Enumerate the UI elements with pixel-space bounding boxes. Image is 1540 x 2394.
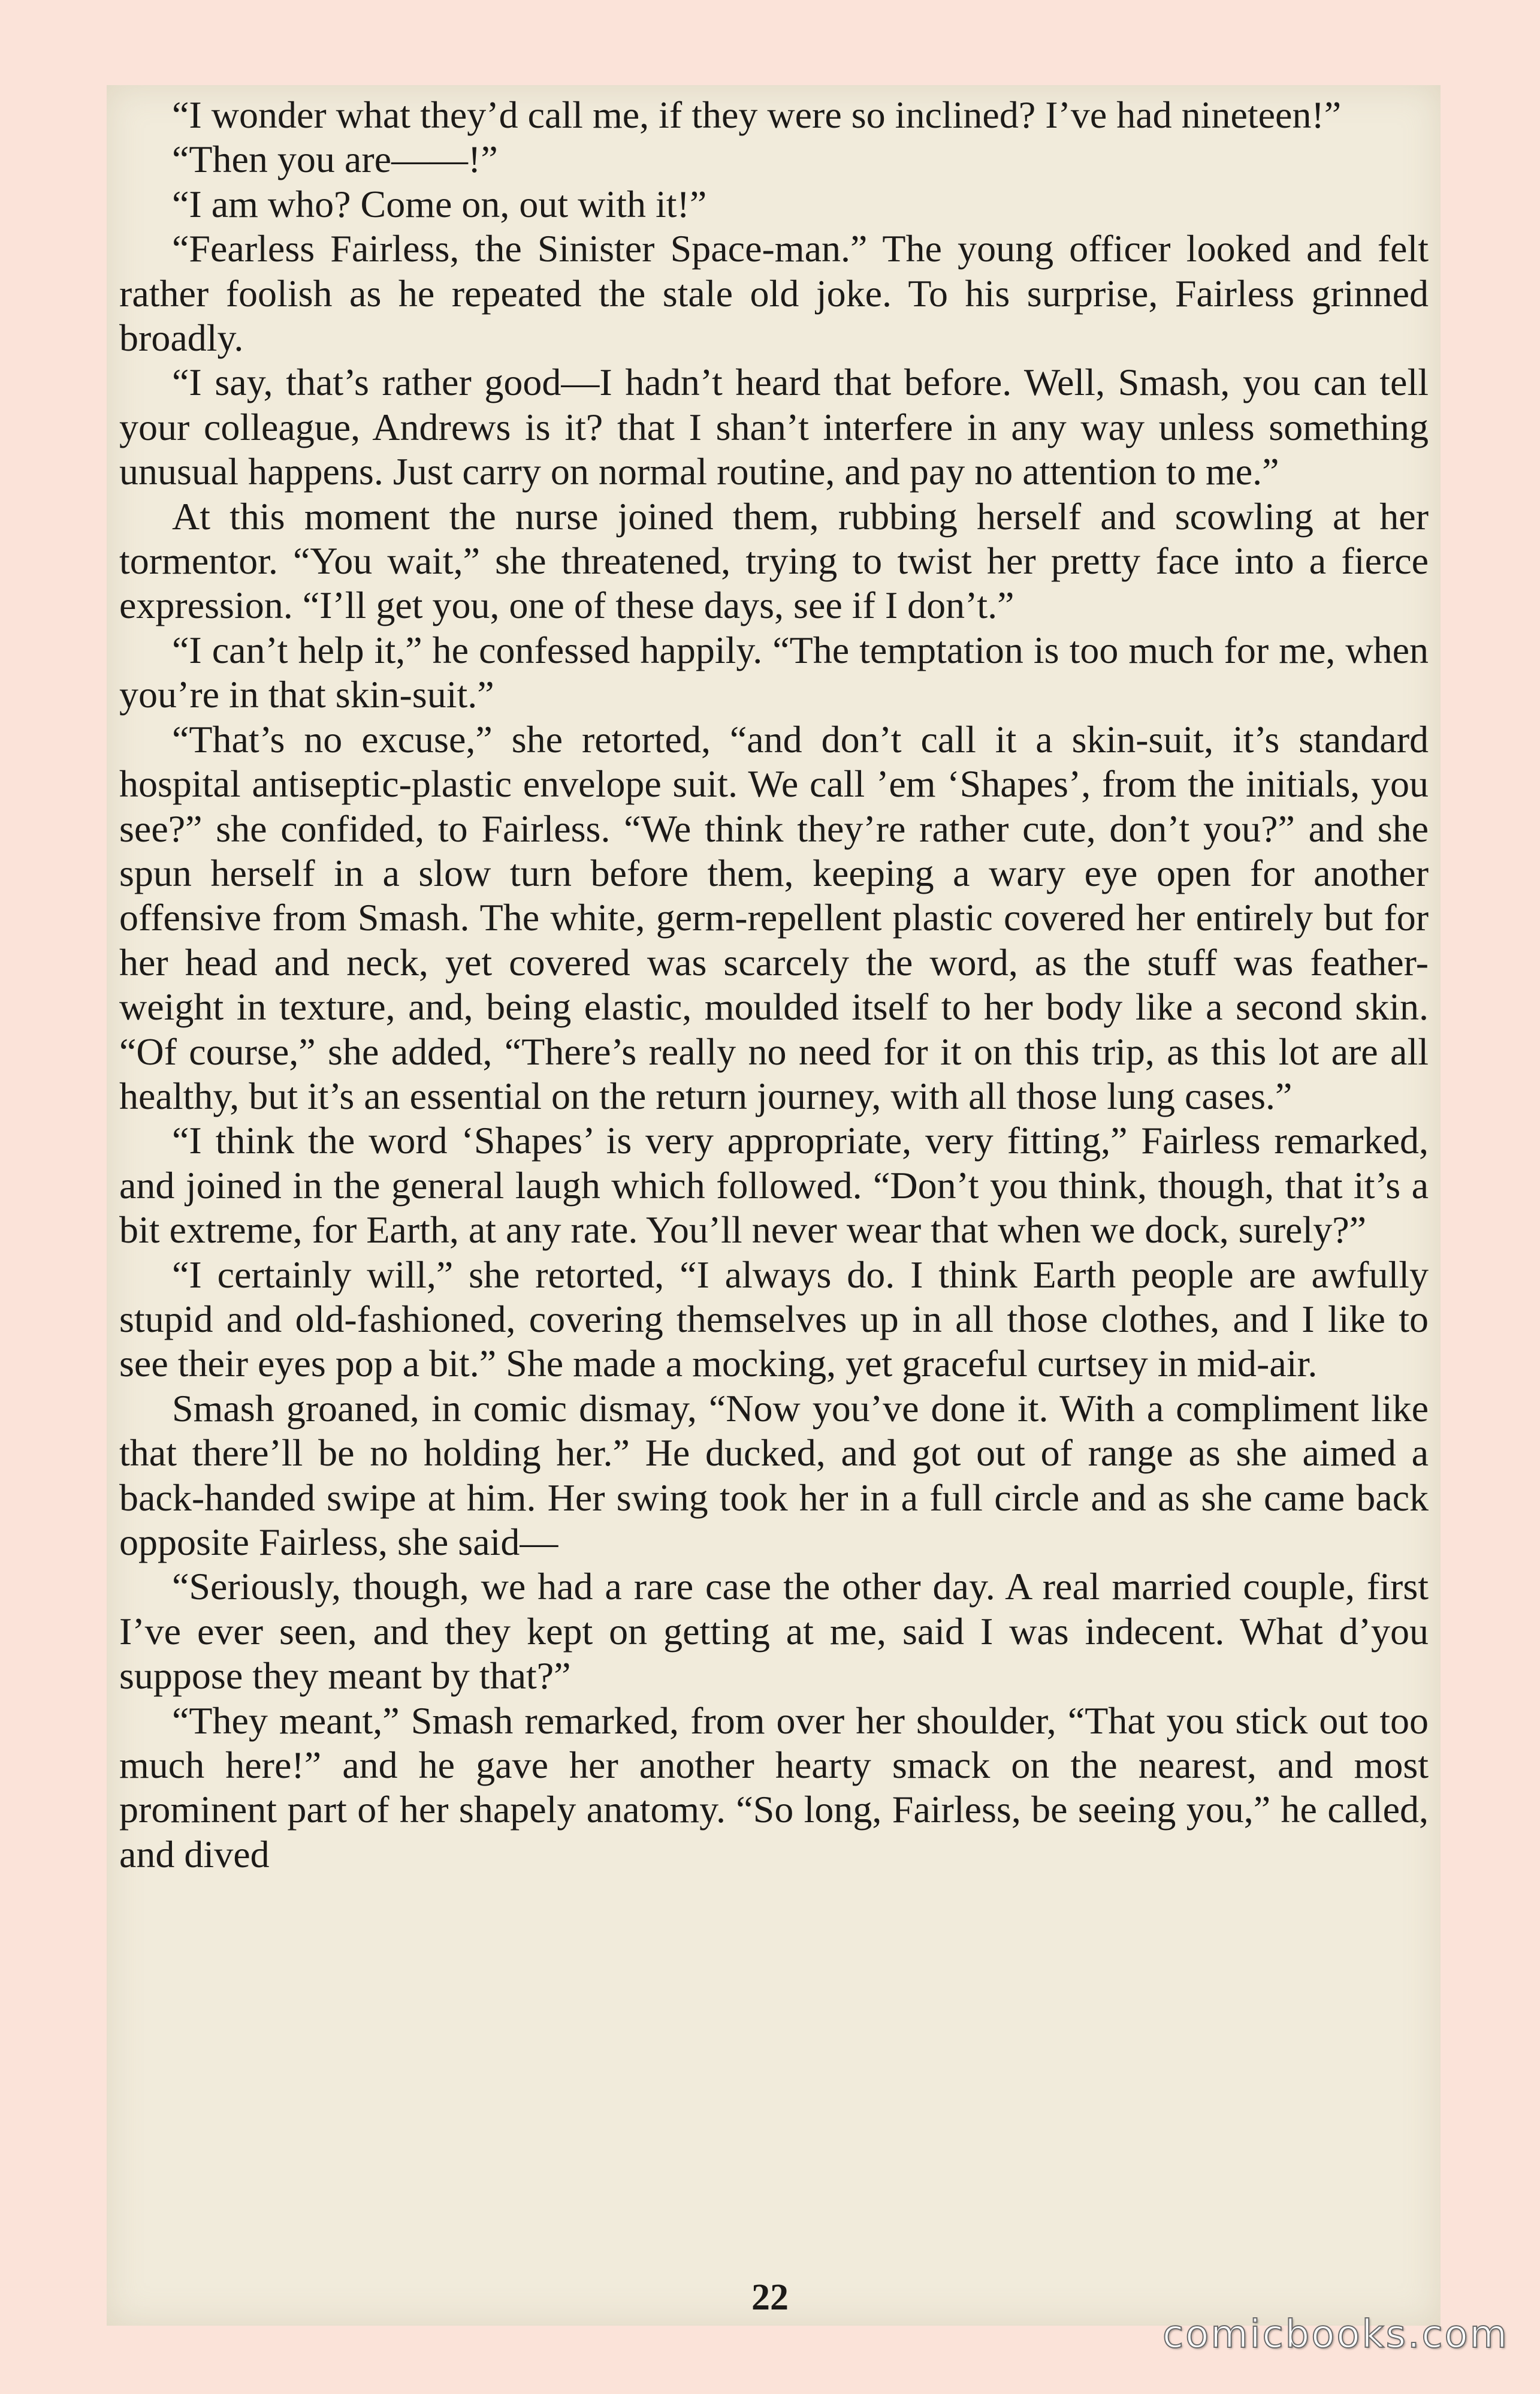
paragraph: “I say, that’s rather good—I hadn’t heard that before. Well, Smash, you can tell your colleague, Andrews is it? that I shan’t interfere in any way unless something unusual happens. Just carry on normal routine, and pay no attention to me.” (119, 361, 1429, 493)
paragraph: “They meant,” Smash remarked, from over her shoulder, “That you stick out too much here!” and he gave her another hearty smack on the nearest, and most prominent part of her shapely anatomy. “So long, Fairless, be seeing you,” he called, and dived (119, 1699, 1429, 1876)
paragraph: “I wonder what they’d call me, if they were so inclined? I’ve had nineteen!” (172, 94, 1342, 136)
paragraph: “I am who? Come on, out with it!” (172, 182, 707, 225)
paragraph: “Fearless Fairless, the Sinister Space-man.” The young officer looked and felt rather foolish as he repeated the stale old joke. To his surprise, Fairless grinned broadly. (119, 227, 1429, 360)
paragraph: At this moment the nurse joined them, rubbing herself and scowling at her tormentor. “You wait,” she threatened, trying to twist her pretty face into a fierce expression. “I’ll get you, one of these days, see if I don’t.” (119, 495, 1429, 627)
page-number: 22 (751, 2277, 789, 2318)
story-text (119, 93, 1429, 1877)
paragraph: “I certainly will,” she retorted, “I always do. I think Earth people are awfully stupid and old-fashioned, covering themselves up in all those clothes, and I like to see their eyes pop a bit.” She made a mocking, yet graceful curtsey in mid-air. (119, 1253, 1429, 1385)
paragraph: “Then you are——!” (172, 138, 498, 181)
paragraph: “Seriously, though, we had a rare case the other day. A real married couple, first I’ve ever seen, and they kept on getting at me, said I was indecent. What d’you suppose they meant by that?” (119, 1565, 1429, 1697)
paragraph: “I can’t help it,” he confessed happily. “The temptation is too much for me, when you’re in that skin-suit.” (119, 628, 1429, 716)
paragraph: “That’s no excuse,” she retorted, “and don’t call it a skin-suit, it’s standard hospital antiseptic-plastic envelope suit. We call ’em ‘Shapes’, from the initials, you see?” she confided, to Fairless. “We think they’re rather cute, don’t you?” and she spun herself in a slow turn before them, keeping a wary eye open for another offensive from Smash. The white, germ-repellent plastic covered her entirely but for her head and neck, yet covered was scarcely the word, as the stuff was feather-weight in texture, and, being elastic, moulded itself to her body like a second skin. “Of course,” she added, “There’s really no need for it on this trip, as this lot are all healthy, but it’s an essential on the return journey, with all those lung cases.” (119, 717, 1429, 1117)
paragraph: Smash groaned, in comic dismay, “Now you’ve done it. With a compliment like that there’ll be no holding her.” He ducked, and got out of range as she aimed a back-handed swipe at him. Her swing took her in a full circle and as she came back opposite Fairless, she said— (119, 1386, 1429, 1563)
watermark-logo: comicbooks.com (1162, 2312, 1509, 2357)
paragraph: “I think the word ‘Shapes’ is very appropriate, very fitting,” Fairless remarked, and joined in the general laugh which followed. “Don’t you think, though, that it’s a bit extreme, for Earth, at any rate. You’ll never wear that when we dock, surely?” (119, 1119, 1429, 1252)
